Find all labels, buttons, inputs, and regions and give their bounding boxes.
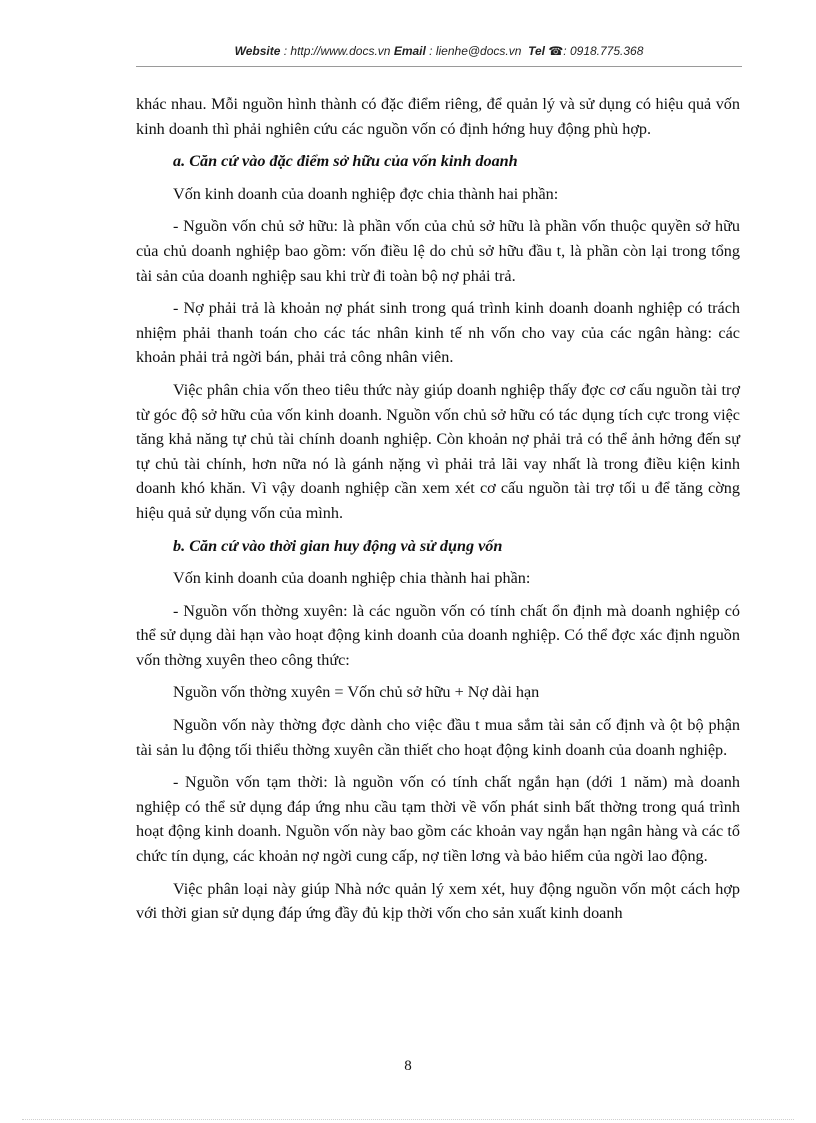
paragraph: - Nguồn vốn thờng xuyên: là các nguồn vốn có tính chất ổn định mà doanh nghiệp có thể sử dụng dài hạn vào hoạt động kinh doanh của doanh nghiệp. Có thể đợc xác định nguồn vốn thờng xuyên theo công thức: (136, 601, 740, 669)
website-url[interactable]: http://www.docs.vn (290, 44, 391, 58)
paragraph: - Nợ phải trả là khoản nợ phát sinh trong quá trình kinh doanh doanh nghiệp có trách nhiệm phải thanh toán cho các tác nhân kinh tế nh vốn cho vay của các ngân hàng: các khoản phải trả ngời bán, phải trả công nhân viên. (136, 299, 740, 367)
formula: Nguồn vốn thờng xuyên = Vốn chủ sở hữu + Nợ dài hạn (173, 683, 540, 702)
document-body (136, 92, 740, 934)
section-heading-a: a. Căn cứ vào đặc điểm sở hữu của vốn kinh doanh (173, 152, 518, 171)
phone-icon: ☎ (548, 44, 564, 58)
paragraph: Việc phân chia vốn theo tiêu thức này giúp doanh nghiệp thấy đợc cơ cấu nguồn tài trợ từ góc độ sở hữu của vốn kinh doanh. Nguồn vốn chủ sở hữu có tác dụng tích cực trong việc tăng khả năng tự chủ tài chính doanh nghiệp. Còn khoản nợ phải trả có thể ảnh hởng đến sự tự chủ tài chính, hơn nữa nó là gánh nặng vì phải trả lãi vay nhất là trong điều kiện kinh doanh khó khăn. Vì vậy doanh nghiệp cần xem xét cơ cấu nguồn tài trợ tối u để tăng cờng hiệu quả sử dụng vốn của mình. (136, 380, 740, 522)
paragraph: Việc phân loại này giúp Nhà nớc quản lý xem xét, huy động nguồn vốn một cách hợp với thời gian sử dụng đáp ứng đầy đủ kịp thời vốn cho sản xuất kinh doanh (136, 879, 740, 923)
page-number: 8 (404, 1058, 412, 1074)
footer-divider (22, 1119, 794, 1120)
paragraph: Vốn kinh doanh của doanh nghiệp chia thành hai phần: (173, 569, 531, 588)
header-divider (136, 66, 742, 67)
paragraph: - Nguồn vốn tạm thời: là nguồn vốn có tính chất ngắn hạn (dới 1 năm) mà doanh nghiệp có thể sử dụng đáp ứng nhu cầu tạm thời về vốn phát sinh bất thờng trong quá trình hoạt động kinh doanh. Nguồn vốn này bao gồm các khoản vay ngắn hạn ngân hàng và các tổ chức tín dụng, các khoản nợ ngời cung cấp, nợ tiền lơng và bảo hiểm của ngời lao động. (136, 773, 740, 866)
email-address[interactable]: lienhe@docs.vn (435, 44, 522, 58)
paragraph: khác nhau. Mỗi nguồn hình thành có đặc điểm riêng, để quản lý và sử dụng có hiệu quả vốn kinh doanh thì phải nghiên cứu các nguồn vốn có định hớng huy động phù hợp. (136, 95, 740, 138)
section-heading-b: b. Căn cứ vào thời gian huy động và sử dụng vốn (173, 536, 503, 555)
paragraph: Nguồn vốn này thờng đợc dành cho việc đầu t mua sắm tài sản cố định và ột bộ phận tài sản lu động tối thiểu thờng xuyên cần thiết cho hoạt động kinh doanh của doanh nghiệp. (136, 716, 740, 759)
tel-number: : 0918.775.368 (563, 44, 644, 58)
paragraph: Vốn kinh doanh của doanh nghiệp đợc chia thành hai phần: (173, 184, 559, 203)
website-label: Website (234, 44, 281, 58)
page-header (136, 44, 742, 58)
tel-label: Tel (528, 44, 545, 58)
website-separator: : (280, 44, 291, 58)
paragraph: - Nguồn vốn chủ sở hữu: là phần vốn của chủ sở hữu là phần vốn thuộc quyền sở hữu của chủ doanh nghiệp bao gồm: vốn điều lệ do chủ sở hữu đầu t, là phần còn lại trong tổng tài sản của doanh nghiệp sau khi trừ đi toàn bộ nợ phải trả. (136, 217, 740, 285)
email-label: Email (393, 44, 426, 58)
email-separator: : (425, 44, 436, 58)
